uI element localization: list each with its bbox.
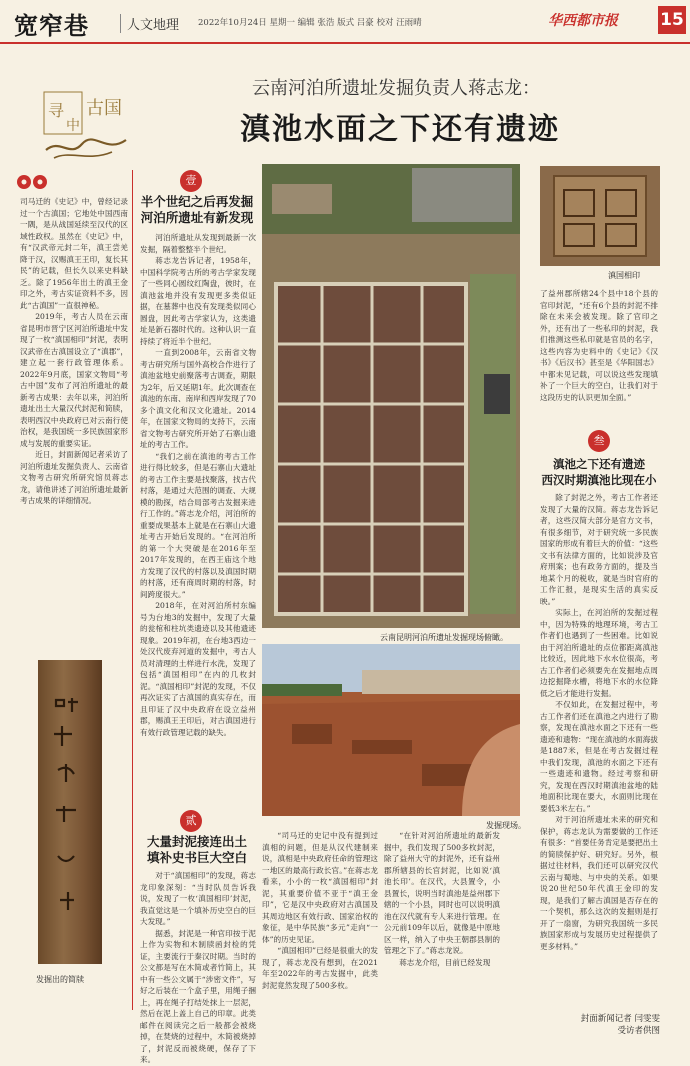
issue-meta: 2022年10月24日 星期一 编辑 张浩 版式 吕豪 校对 汪雨晴 — [198, 18, 422, 28]
section-2-paragraph: “滇国相印”已经是很重大的发现了，蒋志龙没有想到，在2021年至2022年的考古发掘中，此类封泥竟然发现了500多枚。 — [262, 946, 378, 990]
section-1-paragraph: 河泊所遗址从发现到最新一次发掘，隔着整整半个世纪。 — [140, 233, 256, 254]
section-2-title-line-2: 填补史书巨大空白 — [146, 850, 247, 865]
section-2-paragraph: “在针对河泊所遗址的最新发掘中，我们发现了500多枚封泥，除了益州大守的封泥外，还有益州郡所辖县的长官封泥，比如说‘滇池长印’。在汉代，大县置令，小县置长，说明当时滇池是益州郡下辖的一个小县，同时也可以说明滇池在汉代就有专人来进行管理。在公元前109年以后，就像是中原地区一样，纳入了中央王朝郡县制的管理之下了。”蒋志龙说。 — [384, 831, 500, 955]
intro-paragraph-3: 近日，封面新闻记者采访了河泊所遗址发掘负责人、云南省文物考古研究所研究馆员蒋志龙，请他讲述了河泊所遗址最新考古成果的详细情况。 — [20, 450, 128, 505]
caption-aerial: 云南昆明河泊所遗址发掘现场俯瞰。 — [380, 633, 508, 642]
masthead-logo: 华西都市报 — [548, 13, 618, 29]
byline — [520, 1012, 660, 1036]
logo-text-3: 中 — [66, 118, 80, 134]
section-2-paragraph: 对于“滇国相印”的发现，蒋志龙印象深刻：“当时队员告诉我说，发现了一枚‘滇国相印’封泥，我直觉这是一个填补历史空白的巨大发现。” — [140, 871, 256, 926]
section-3-paragraph: 不仅如此，在发掘过程中，考古工作者们还在滇池之内进行了勘察，发现在滇池水面之下还有一些遗迹和遗物：“现在滇池的水面海拔是1887米，但是在考古发掘过程中我们发现，滇池的水面之下还有一些遗迹和遗物。经过考察和研究，发现在西汉时期滇池盆地的陆地面积比现在要大，水面则比现在要低3米左右。” — [540, 700, 658, 813]
headline-sub: 云南河泊所遗址发掘负责人蒋志龙： — [252, 78, 540, 99]
section-1-title-line-2: 河泊所遗址有新发现 — [140, 210, 254, 225]
page-header — [0, 0, 690, 44]
section-3-paragraph: 实际上，在河泊所的发掘过程中，因为特殊的地理环境，考古工作者们也遇到了一些困难。比如说由于河泊所遗址的点位都距离滇池比较近，因此地下水水位很高，考古工作者们必须要先在发掘地点周边挖掘降水槽，将地下水的水位降低之后才能进行发掘。 — [540, 608, 658, 698]
caption-slip: 发掘出的简牍 — [36, 975, 84, 984]
section-name: 人文地理 — [120, 14, 179, 33]
section-2-title-line-1: 大量封泥接连出土 — [146, 834, 247, 849]
section-1-title-line-1: 半个世纪之后再发掘 — [140, 194, 254, 209]
section-1-badge: 壹 — [180, 170, 202, 192]
logo-text-1: 古国 — [86, 98, 122, 119]
excavation-site-photo — [262, 644, 520, 816]
page-number: 15 — [658, 6, 686, 34]
divider — [132, 170, 133, 1010]
column-logo — [40, 84, 132, 166]
section-2-paragraph: “司马迁的史记中没有提到过滇相的问题，但是从汉代建制来说，滇相是中央政府任命的管理这一地区的最高行政长官。”在蒋志龙看来，小小的一枚“滇国相印”封泥，其重要价值不亚于“滇王金印”，它是汉中央政府对古滇国及其周边地区有效行政、国家治权的象征，是中华民族“多元”走向“一体”的历史见证。 — [262, 831, 378, 944]
section-3-paragraph: 对于河泊所遗址未来的研究和保护，蒋志龙认为需要做的工作还有很多：“首要任务肯定是要把出土的简牍保护好、研究好。另外，根据过往材料，我们还可以研究汉代云南与蜀地、与中央的关系。如果说20世纪50年代滇王金印的发现，是我们了解古滇国是否存在的一个契机，那么这次的发掘则是打开了一扇窗，为研究我国统一多民族国家形成与发展历史过程提供了更多材料。” — [540, 815, 658, 951]
caption-site: 发掘现场。 — [486, 821, 526, 830]
section-2-body-c — [384, 830, 500, 1042]
section-2-continued — [540, 288, 658, 403]
intro-column — [20, 196, 128, 507]
intro-paragraph-1: 司马迁的《史记》中，曾经记录过一个古滇国；它地处中国西南一隅，是从战国延续至汉代的区域性政权。虽然在《史记》中，有“汉武帝元封二年，滇王尝羌降于汉，汉赐滇王王印，复长其民”的记载，但长久以来史料缺乏。除了1956年出土的滇王金印之外，考古实证资料不多，因此“古滇国”一直很神秘。 — [20, 197, 128, 310]
section-1-paragraph: 蒋志龙告诉记者，1958年，中国科学院考古所的考古学家发现了一些同心圆纹红陶盘，彼时，在滇池盆地并没有发现更多类似证据，在墓葬中也没有发现类似同心圆盘，因此考古学家认为，这类遗址是新石器时代的。这种认识一直持续了将近半个世纪。 — [140, 256, 256, 346]
logo-text-2: 寻 — [48, 101, 65, 120]
section-3-body — [540, 492, 658, 1002]
section-2-continued-paragraph: 了益州郡所辖24个县中18个县的官印封泥，“还有6个县的封泥不排除在未来会被发现。除了官印之外，还有出了一些私印的封泥，我们推测这些私印就是官员的名字，这些内容为史料中的《史记》《汉书》《后汉书》甚至是《华阳国志》中都未见记载，可以说这些发现填补了一个巨大的空白，让我们对于这段历史的认识更加全面。” — [540, 289, 658, 402]
section-2-body-b — [262, 830, 378, 1042]
caption-seal: 滇国相印 — [608, 271, 640, 280]
section-1-paragraph: “我们之前在滇池的考古工作进行得比较多，但是石寨山大遗址的考古工作主要是找聚落，找古代村落，是通过大范围的调查、大规模的勘探，结合局部考古发掘来进行工作的。”蒋志龙介绍，河泊所的重要成果基本上就是在石寨山大遗址考古开始后发现的。“在河泊所的第一个大突破是在2016年至2017年发现的，在西王庙这个地方发现了汉代的村落以及滇国时期的村落，还有商周时期的村落，时间跨度很大。” — [140, 451, 256, 599]
section-2-paragraph: 据悉，封泥是一种官印按于泥上作为实物和木制牍函封检的凭证，主要流行于秦汉时期。当时的公文都是写在木简或者竹简上，其中有一些公文属于“涉密文件”，写好之后装在一个盒子里，用绳子捆上，再在绳子打结处抹上一层泥，然后在泥上盖上自己的印章。此类邮件在阅读完之后一般都会被烧掉，在焚烧的过程中，木简被烧掉了，封泥反而被烧硬，保存了下来。 — [140, 928, 256, 1064]
section-1-paragraph: 2018年，在对河泊所村东编号为台地3的发掘中，发现了大量的瓮棺和柱坑类遗迹以及其他遗迹现象。2019年初，在台地3西边一处汉代废弃河道的发掘中，考古人员对清理的土样进行水洗，发现了包括“滇国相印”在内的几枚封泥。“滇国相印”封泥的发现，不仅再次证实了古滇国的真实存在，而且印证了汉中央政府在设立益州郡，赐滇王王印后，对古滇国进行有效行政管理记载的缺失。 — [140, 601, 256, 737]
section-2-badge: 贰 — [180, 810, 202, 832]
section-3-paragraph: 除了封泥之外，考古工作者还发现了大量的汉简。蒋志龙告诉记者，这些汉简大部分是官方文书，有很多细节，对于研究统一多民族国家的形成有着巨大的价值：“这些文书有法律方面的，比如说涉及官府刑案；也有政务方面的，提及当地某个月的税收，就是当时官府的工作汇报，是现实生活的真实反映。” — [540, 493, 658, 606]
byline-author: 封面新闻记者 闫雯雯 — [580, 1014, 660, 1024]
column-brand: 宽窄巷 — [14, 11, 89, 40]
intro-paragraph-2: 2019年，考古人员在云南省昆明市晋宁区河泊所遗址中发现了一枚“滇国相印”封泥，表明汉武帝在古滇国设立了“滇郡”，建立起一套行政管理体系。2022年9月底，国家文物局“考古中国”发布了河泊所遗址的最新考古成果：去年以来，河泊所遗址出土大量汉代封泥和简牍，表明西汉中央政府已对云南行使治权，是我国统一多民族国家形成与发展的重要实证。 — [20, 312, 128, 448]
quote-mark-icon — [16, 174, 56, 190]
section-3-badge: 叁 — [588, 430, 610, 452]
section-1-body — [140, 232, 256, 738]
section-1-title — [138, 194, 256, 226]
seal-photo — [540, 166, 660, 266]
section-3-title — [536, 456, 662, 488]
section-2-title — [138, 834, 256, 866]
aerial-site-photo — [262, 164, 520, 628]
byline-photo-credit: 受访者供图 — [617, 1026, 660, 1036]
section-3-title-line-2: 西汉时期滇池比现在小 — [541, 473, 657, 487]
section-3-title-line-1: 滇池之下还有遗迹 — [553, 457, 645, 471]
bamboo-slip-photo — [38, 660, 102, 964]
section-2-body-a — [140, 870, 256, 1064]
headline-main: 滇池水面之下还有遗迹 — [240, 112, 560, 147]
section-2-paragraph: 蒋志龙介绍，目前已经发现 — [399, 957, 491, 967]
section-1-paragraph: 一直到2008年，云南省文物考古研究所与国外高校合作进行了滇池盆地史前聚落考古调查，期限为2年，后又延期1年。此次调查在滇池的东南、南岸和西岸发现了70多个滇文化和汉文化遗址。2014年，在国家文物局的支持下，云南省文物考古研究所开始了石寨山遗址的考古工作。 — [140, 348, 256, 449]
